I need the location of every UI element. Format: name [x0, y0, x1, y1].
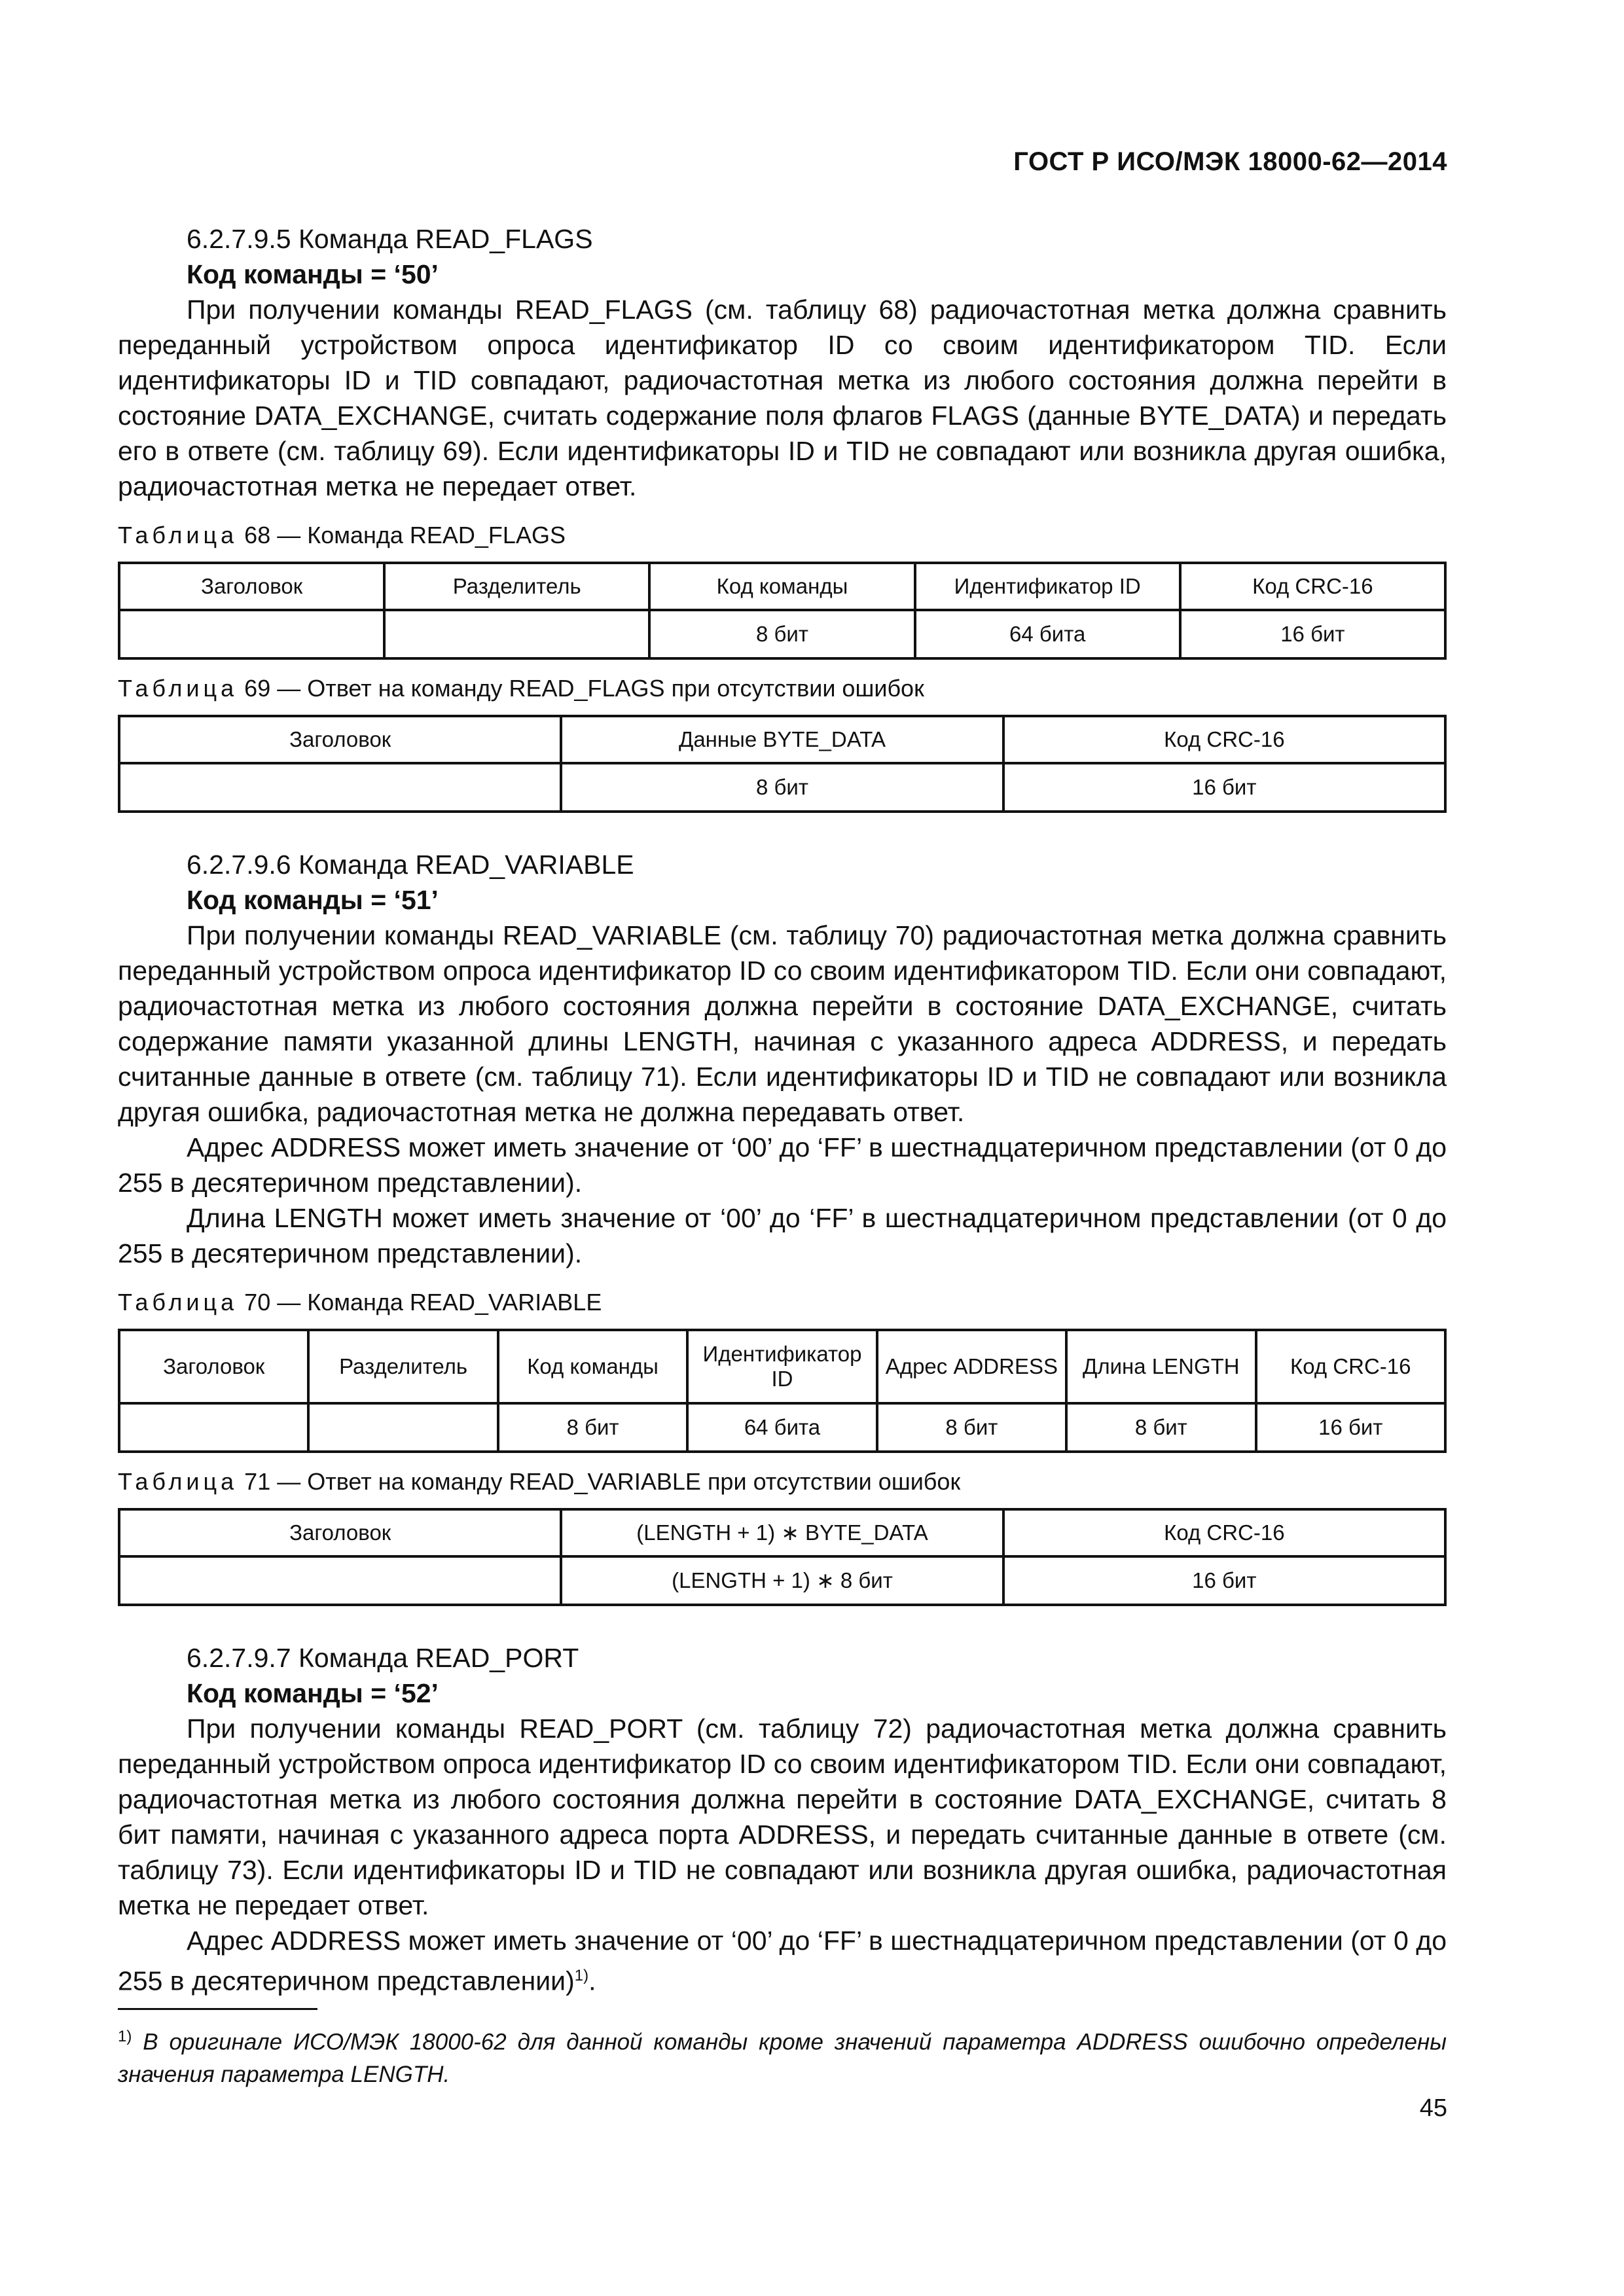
table-cell: (LENGTH + 1) ∗ 8 бит [561, 1556, 1003, 1605]
paragraph-read-flags: При получении команды READ_FLAGS (см. таблицу 68) радиочастотная метка должна сравнить переданный устройством опроса идентификатор ID со своим идентификатором TID. Если идентификаторы ID и TID совпадают, радиочастотная метка из любого состояния должна перейти в состояние DATA_EXCHANGE, считать содержание поля флагов FLAGS (данные BYTE_DATA) и передать его в ответе (см. таблицу 69). Если идентификаторы ID и TID не совпадают или возникла другая ошибка, радиочастотная метка не передает ответ. [118, 295, 1447, 501]
table-cell: 8 бит [877, 1403, 1066, 1452]
footnote-mark: 1) [118, 2027, 132, 2045]
table-caption-text: 68 — Команда READ_FLAGS [244, 522, 566, 548]
table-caption-text: 70 — Команда READ_VARIABLE [244, 1289, 602, 1316]
table-label: Таблица [118, 1289, 238, 1316]
command-code-50: Код команды = ‘50’ [187, 259, 439, 289]
paragraph-text: Адрес ADDRESS может иметь значение от ‘00’ до ‘FF’ в шестнадцатеричном представлении (от 0 до 255 в десятеричном представлении) [118, 1926, 1447, 1996]
footnote [118, 2020, 1447, 2092]
table-70-caption [118, 1288, 1447, 1317]
table-cell: Код CRC-16 [1003, 716, 1445, 763]
table-cell: Заголовок [119, 1330, 308, 1403]
table-cell [308, 1403, 497, 1452]
table-cell: Код команды [649, 563, 914, 610]
table-row [119, 763, 1445, 812]
table-cell: 16 бит [1256, 1403, 1445, 1452]
table-cell [119, 1403, 308, 1452]
page-content [118, 221, 1447, 2091]
table-cell: Длина LENGTH [1066, 1330, 1255, 1403]
table-caption-text: 69 — Ответ на команду READ_FLAGS при отсутствии ошибок [244, 675, 924, 702]
paragraph-read-variable: При получении команды READ_VARIABLE (см. таблицу 70) радиочастотная метка должна сравнить переданный устройством опроса идентификатор ID со своим идентификатором TID. Если они совпадают, радиочастотная метка из любого состояния должна перейти в состояние DATA_EXCHANGE, считать содержание памяти указанной длины LENGTH, начиная с указанного адреса ADDRESS, и передать считанные данные в ответе (см. таблицу 71). Если идентификаторы ID и TID не совпадают или возникла другая ошибка, радиочастотная метка не должна передавать ответ. [118, 920, 1447, 1127]
command-code-52: Код команды = ‘52’ [187, 1678, 439, 1708]
table-header-row [119, 716, 1445, 763]
table-label: Таблица [118, 675, 238, 702]
table-71 [118, 1508, 1447, 1606]
paragraph-read-port: При получении команды READ_PORT (см. таблицу 72) радиочастотная метка должна сравнить переданный устройством опроса идентификатор ID со своим идентификатором TID. Если они совпадают, радиочастотная метка из любого состояния должна перейти в состояние DATA_EXCHANGE, считать 8 бит памяти, начиная с указанного адреса порта ADDRESS, и передать считанные данные в ответе (см. таблицу 73). Если идентификаторы ID и TID не совпадают или возникла другая ошибка, радиочастотная метка не передает ответ. [118, 1713, 1447, 1920]
table-header-row [119, 563, 1445, 610]
table-cell: 8 бит [649, 610, 914, 658]
paragraph-port-address-range [118, 1923, 1447, 1999]
table-cell [119, 1556, 561, 1605]
table-cell: Разделитель [308, 1330, 497, 1403]
table-cell: Разделитель [384, 563, 649, 610]
footnote-text: В оригинале ИСО/МЭК 18000-62 для данной команды кроме значений параметра ADDRESS ошибочно определены значения параметра LENGTH. [118, 2029, 1447, 2088]
table-row [119, 610, 1445, 658]
table-cell: 8 бит [561, 763, 1003, 812]
table-cell: Код CRC-16 [1180, 563, 1445, 610]
table-cell: Заголовок [119, 716, 561, 763]
table-cell: Код команды [498, 1330, 687, 1403]
table-69 [118, 715, 1447, 813]
paragraph-address-range: Адрес ADDRESS может иметь значение от ‘00’ до ‘FF’ в шестнадцатеричном представлении (от 0 до 255 в десятеричном представлении). [118, 1132, 1447, 1198]
running-header: ГОСТ Р ИСО/МЭК 18000-62—2014 [1013, 147, 1447, 176]
table-cell: 16 бит [1003, 763, 1445, 812]
table-cell: Код CRC-16 [1256, 1330, 1445, 1403]
table-row [119, 1556, 1445, 1605]
table-cell: 8 бит [1066, 1403, 1255, 1452]
paragraph-end: . [588, 1965, 596, 1996]
table-label: Таблица [118, 522, 238, 548]
table-71-caption [118, 1467, 1447, 1496]
table-cell: Код CRC-16 [1003, 1509, 1445, 1556]
table-68 [118, 562, 1447, 660]
section-title-read-flags: 6.2.7.9.5 Команда READ_FLAGS [187, 224, 593, 254]
page-number: 45 [1419, 2094, 1447, 2122]
table-cell [119, 763, 561, 812]
table-cell [119, 610, 384, 658]
table-cell: 16 бит [1180, 610, 1445, 658]
table-header-row [119, 1509, 1445, 1556]
table-cell: Заголовок [119, 1509, 561, 1556]
section-title-read-port: 6.2.7.9.7 Команда READ_PORT [187, 1643, 579, 1673]
table-cell: Идентификатор ID [687, 1330, 876, 1403]
footnote-divider [118, 2008, 317, 2010]
table-68-caption [118, 521, 1447, 550]
table-cell: (LENGTH + 1) ∗ BYTE_DATA [561, 1509, 1003, 1556]
table-cell: Адрес ADDRESS [877, 1330, 1066, 1403]
table-cell: Идентификатор ID [915, 563, 1180, 610]
table-cell [384, 610, 649, 658]
section-title-read-variable: 6.2.7.9.6 Команда READ_VARIABLE [187, 850, 634, 880]
table-cell: 64 бита [687, 1403, 876, 1452]
table-69-caption [118, 674, 1447, 703]
table-label: Таблица [118, 1468, 238, 1495]
table-caption-text: 71 — Ответ на команду READ_VARIABLE при отсутствии ошибок [244, 1468, 961, 1495]
table-cell: 16 бит [1003, 1556, 1445, 1605]
table-cell: Заголовок [119, 563, 384, 610]
table-cell: Данные BYTE_DATA [561, 716, 1003, 763]
table-header-row [119, 1330, 1445, 1403]
table-cell: 64 бита [915, 610, 1180, 658]
paragraph-length-range: Длина LENGTH может иметь значение от ‘00’ до ‘FF’ в шестнадцатеричном представлении (от 0 до 255 в десятеричном представлении). [118, 1203, 1447, 1268]
table-cell: 8 бит [498, 1403, 687, 1452]
table-70 [118, 1329, 1447, 1453]
footnote-reference[interactable]: 1) [574, 1967, 589, 1984]
command-code-51: Код команды = ‘51’ [187, 885, 439, 915]
table-row [119, 1403, 1445, 1452]
